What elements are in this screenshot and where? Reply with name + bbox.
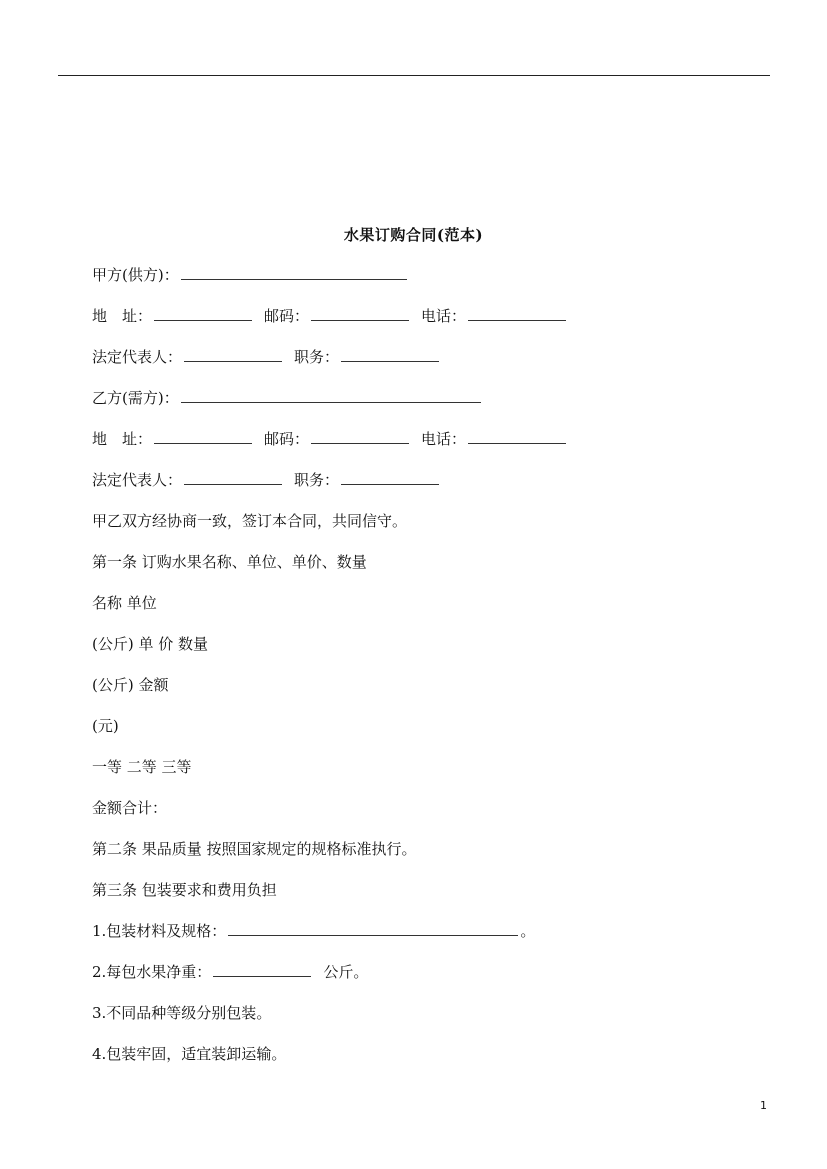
party-b-postcode-label: 邮码：: [264, 430, 310, 448]
party-a-phone-blank[interactable]: [468, 306, 566, 321]
document-title: 水果订购合同(范本): [343, 226, 484, 244]
article1-heading: 第一条 订购水果名称、单位、单价、数量: [92, 553, 367, 571]
party-b-position-blank[interactable]: [341, 470, 439, 485]
party-a-postcode-blank[interactable]: [311, 306, 409, 321]
party-b-address-label: 地 址：: [92, 430, 153, 448]
party-b-rep-line: [92, 470, 441, 490]
article1-line: 一等 二等 三等: [92, 758, 192, 776]
party-b-postcode-blank[interactable]: [311, 429, 409, 444]
party-a-blank[interactable]: [181, 265, 407, 280]
party-a-contact-line: [92, 306, 568, 326]
party-b-rep-blank[interactable]: [184, 470, 282, 485]
article1-line: 名称 单位: [92, 594, 157, 612]
party-a-postcode-label: 邮码：: [264, 307, 310, 325]
party-b-phone-blank[interactable]: [468, 429, 566, 444]
party-a-phone-label: 电话：: [421, 307, 467, 325]
packaging-end: 。: [520, 922, 536, 940]
article1-line: (公斤) 单 价 数量: [92, 635, 209, 653]
net-weight-blank[interactable]: [213, 962, 311, 977]
party-a-rep-line: [92, 347, 441, 367]
party-b-phone-label: 电话：: [421, 430, 467, 448]
article3-item2: [92, 962, 368, 982]
party-b-contact-line: [92, 429, 568, 449]
header-rule: [58, 75, 770, 76]
article2-text: 第二条 果品质量 按照国家规定的规格标准执行。: [92, 840, 417, 858]
party-b-address-blank[interactable]: [154, 429, 252, 444]
party-b-position-label: 职务：: [294, 471, 340, 489]
party-a-line: [92, 265, 409, 285]
packaging-blank[interactable]: [228, 921, 518, 936]
intro-text: 甲乙双方经协商一致，签订本合同，共同信守。: [92, 512, 408, 530]
party-a-address-blank[interactable]: [154, 306, 252, 321]
party-a-rep-blank[interactable]: [184, 347, 282, 362]
party-a-rep-label: 法定代表人：: [92, 348, 183, 366]
party-b-blank[interactable]: [181, 388, 481, 403]
net-weight-unit: 公斤。: [323, 963, 369, 981]
party-a-position-blank[interactable]: [341, 347, 439, 362]
article3-item3: 3.不同品种等级分别包装。: [92, 1004, 272, 1022]
party-a-address-label: 地 址：: [92, 307, 153, 325]
net-weight-label: 2.每包水果净重：: [92, 963, 212, 981]
page-number: 1: [760, 1099, 767, 1112]
article3-item1: [92, 921, 535, 941]
party-a-position-label: 职务：: [294, 348, 340, 366]
article1-line: (元): [92, 717, 119, 735]
party-a-label: 甲方(供方)：: [92, 266, 179, 284]
article1-line: 金额合计：: [92, 799, 168, 817]
party-b-rep-label: 法定代表人：: [92, 471, 183, 489]
article3-heading: 第三条 包装要求和费用负担: [92, 881, 277, 899]
article1-line: (公斤) 金额: [92, 676, 169, 694]
article3-item4: 4.包装牢固，适宜装卸运输。: [92, 1045, 287, 1063]
party-b-label: 乙方(需方)：: [92, 389, 179, 407]
packaging-label: 1.包装材料及规格：: [92, 922, 227, 940]
party-b-line: [92, 388, 483, 408]
